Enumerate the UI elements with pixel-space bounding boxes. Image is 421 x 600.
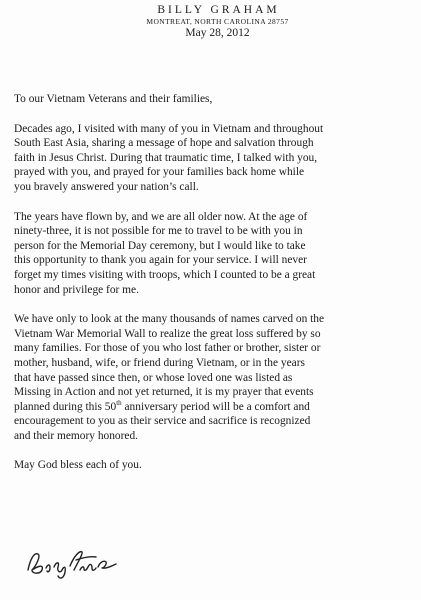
paragraph-line: Missing in Action and not yet returned, it is my prayer that events [14, 386, 314, 399]
closing: May God bless each of you. [14, 459, 142, 472]
paragraph-line: Vietnam War Memorial Wall to realize the great loss suffered by so [14, 327, 321, 340]
letter-date: May 28, 2012 [185, 27, 250, 39]
paragraph-line: many families. For those of you who lost father or brother, sister or [14, 342, 321, 355]
salutation: To our Vietnam Veterans and their families, [14, 93, 213, 105]
paragraph-line: ninety-three, it is not possible for me to travel to be with you in [14, 225, 303, 238]
paragraph-line-start: planned during this 50 [14, 400, 117, 413]
paragraph-line: this opportunity to thank you again for your service. I will never [14, 254, 307, 267]
paragraph-line: person for the Memorial Day ceremony, but I would like to take [14, 239, 306, 252]
paragraph-line: South East Asia, sharing a message of hope and salvation through [14, 137, 314, 150]
paragraph-line: We have only to look at the many thousands of names carved on the [14, 313, 325, 326]
paragraph-line: you bravely answered your nation’s call. [14, 180, 199, 193]
paragraph-line: mother, husband, wife, or friend during Vietnam, or in the years [14, 356, 305, 369]
paragraph-line [14, 400, 414, 415]
paragraph-line: The years have flown by, and we are all older now. At the age of [14, 210, 308, 223]
paragraph-1 [14, 122, 414, 195]
letterhead-name: BILLY GRAHAM [157, 4, 280, 16]
letterhead [0, 4, 421, 41]
letterhead-address: MONTREAT, NORTH CAROLINA 28757 [146, 17, 289, 26]
paragraph-line: and their memory honored. [14, 429, 138, 442]
paragraph-line: honor and privilege for me. [14, 283, 139, 296]
paragraph-line: faith in Jesus Christ. During that traumatic time, I talked with you, [14, 151, 318, 164]
paragraph-line: encouragement to you as their service and sacrifice is recognized [14, 415, 311, 428]
paragraph-2 [14, 210, 414, 298]
paragraph-line: Decades ago, I visited with many of you in Vietnam and throughout [14, 122, 324, 135]
paragraph-line-end: anniversary period will be a comfort and [121, 400, 310, 413]
paragraph-line: forget my times visiting with troops, which I counted to be a great [14, 268, 316, 281]
letter-body [14, 92, 414, 473]
ordinal-suffix: th [116, 398, 122, 407]
handwritten-signature [20, 540, 130, 584]
paragraph-3 [14, 312, 414, 443]
paragraph-line: that have passed since then, or whose loved one was listed as [14, 371, 293, 384]
paragraph-line: prayed with you, and prayed for your families back home while [14, 166, 305, 179]
